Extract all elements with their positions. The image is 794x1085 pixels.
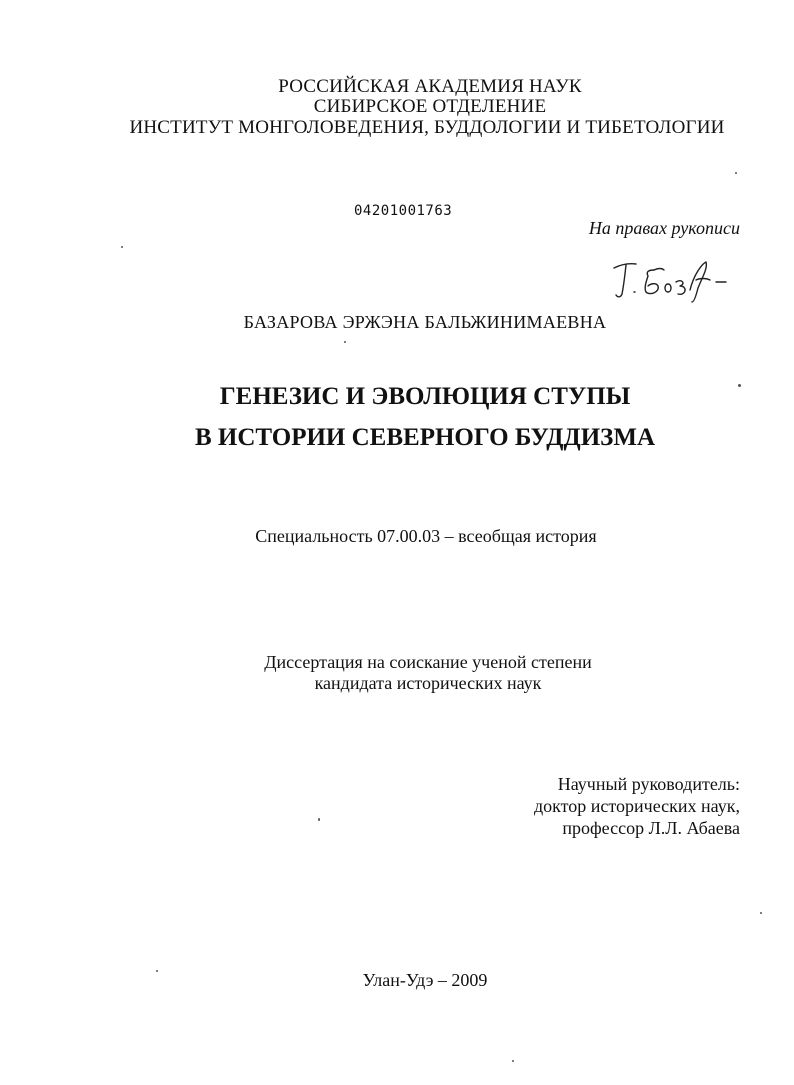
archive-number: 04201001763: [354, 203, 453, 219]
advisor-label: Научный руководитель:: [557, 774, 740, 794]
dissertation-title-line-1: ГЕНЕЗИС И ЭВОЛЮЦИЯ СТУПЫ: [219, 383, 631, 410]
handwritten-signature: [610, 254, 735, 304]
dissertation-title-line-2: В ИСТОРИИ СЕВЕРНОГО БУДДИЗМА: [194, 424, 655, 451]
advisor-degree: доктор исторических наук,: [534, 796, 740, 816]
scan-speck: [121, 246, 123, 248]
advisor-name: профессор Л.Л. Абаева: [562, 818, 740, 838]
scan-speck: [512, 1060, 514, 1062]
scan-speck: [318, 818, 320, 821]
scan-speck: [156, 970, 158, 972]
author-name: БАЗАРОВА ЭРЖЭНА БАЛЬЖИНИМАЕВНА: [243, 312, 607, 332]
scan-speck: [738, 384, 741, 387]
branch-name: СИБИРСКОЕ ОТДЕЛЕНИЕ: [313, 96, 547, 117]
scan-speck: [735, 172, 737, 174]
scan-speck: [760, 912, 762, 914]
degree-statement-line-1: Диссертация на соискание ученой степени: [264, 652, 592, 672]
academy-name: РОССИЙСКАЯ АКАДЕМИЯ НАУК: [278, 76, 582, 97]
institute-name: ИНСТИТУТ МОНГОЛОВЕДЕНИЯ, БУДДОЛОГИИ И ТИБЕТОЛОГИИ: [129, 117, 725, 138]
degree-statement-line-2: кандидата исторических наук: [314, 673, 542, 693]
city-and-year: Улан-Удэ – 2009: [362, 970, 488, 990]
specialty: Специальность 07.00.03 – всеобщая история: [255, 526, 597, 546]
manuscript-rights-note: На правах рукописи: [588, 218, 740, 238]
scan-speck: [344, 341, 346, 343]
